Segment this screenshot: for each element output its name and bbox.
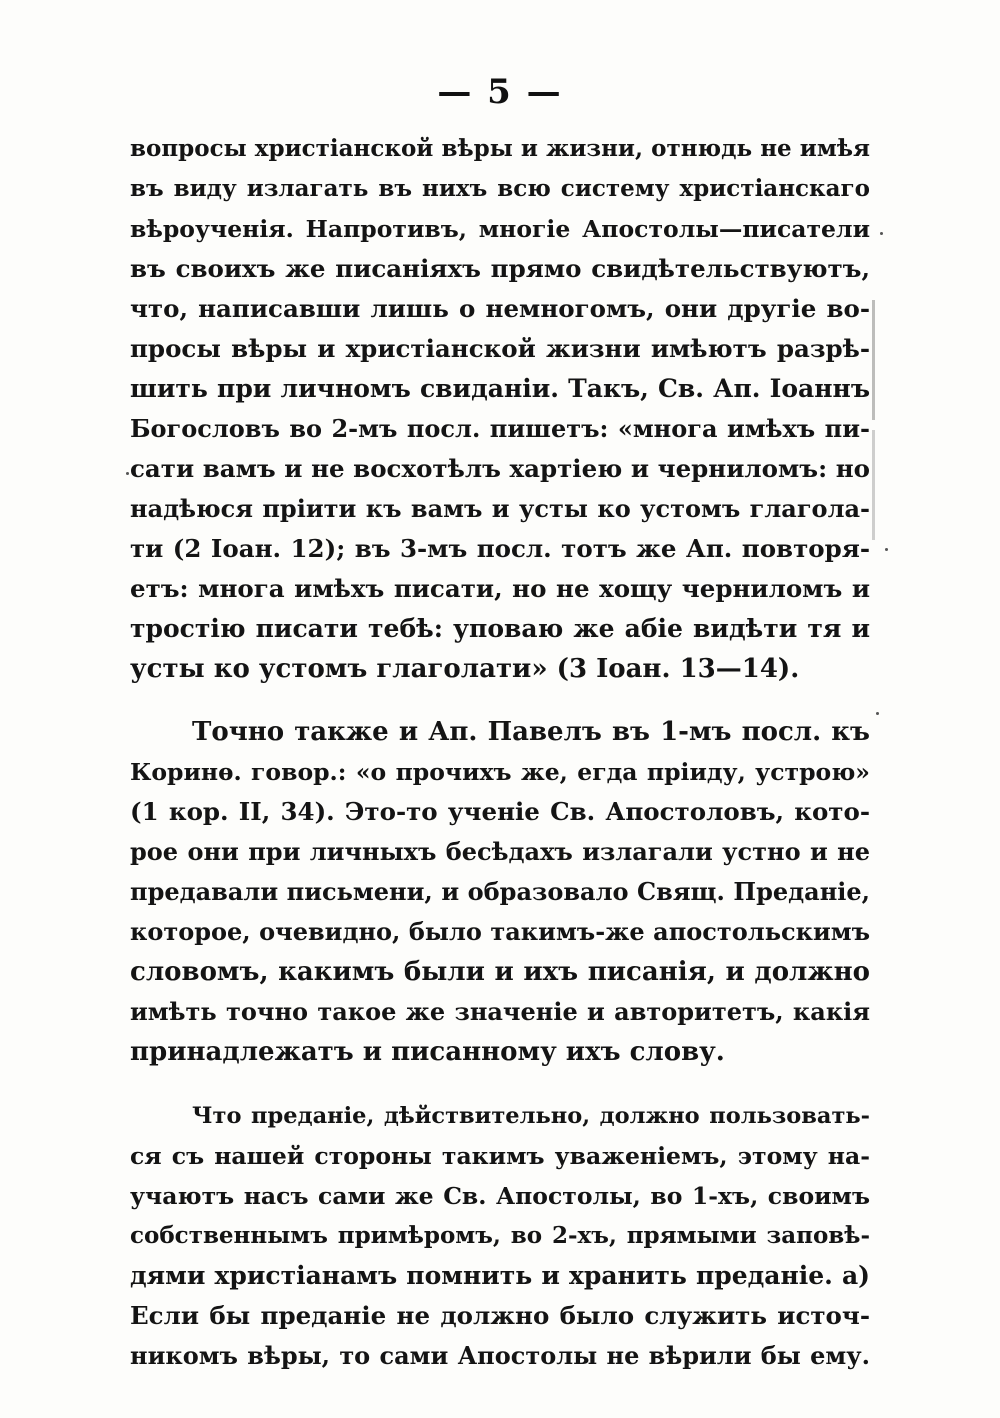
paragraph-1-line: шить при личномъ свиданіи. Такъ, Св. Ап. Іоаннъ [130,374,870,403]
paragraph-3-line: никомъ вѣры, то сами Апостолы не вѣрили бы ему. [130,1341,870,1370]
paragraph-3-line: учаютъ насъ сами же Св. Апостолы, во 1-хъ, своимъ [130,1182,870,1210]
margin-scan-mark [872,300,875,420]
paragraph-1-line: что, написавши лишь о немногомъ, они другіе во- [130,294,870,323]
paragraph-3-line: Что преданіе, дѣйствительно, должно пользовать- [192,1103,870,1129]
page-number: — 5 — [437,72,563,112]
paragraph-1-line: тростію писати тебѣ: уповаю же абіе видѣти тя и [130,614,870,643]
paragraph-1-line: сати вамъ и не восхотѣлъ хартіею и черниломъ: но [130,454,870,483]
print-speck [880,232,883,235]
paragraph-3-line: ся съ нашей стороны такимъ уваженіемъ, этому на- [130,1142,870,1170]
paragraph-2-line: которое, очевидно, было такимъ-же апостольскимъ [130,917,870,946]
margin-scan-mark [872,430,875,540]
paragraph-2-line: предавали письмени, и образовало Свящ. Преданіе, [130,877,870,906]
paragraph-1-line: вопросы христіанской вѣры и жизни, отнюдь не имѣя [130,135,870,162]
paragraph-3-line: собственнымъ примѣромъ, во 2-хъ, прямыми заповѣ- [130,1222,870,1249]
paragraph-3-line: Если бы преданіе не должно было служить источ- [130,1301,870,1330]
paragraph-2-line: рое они при личныхъ бесѣдахъ излагали устно и не [130,837,870,866]
print-speck [885,548,888,551]
paragraph-3-line: дями христіанамъ помнить и хранить преданіе. а) [130,1261,870,1290]
paragraph-1-line: етъ: многа имѣхъ писати, но не хощу черниломъ и [130,574,870,603]
paragraph-1-line: надѣюся пріити къ вамъ и усты ко устомъ глаголa- [130,494,870,523]
paragraph-2-line: (1 кор. ІІ, 34). Это-то ученіе Св. Апостоловъ, кото- [130,797,870,826]
print-speck [126,472,129,475]
paragraph-1-line: въ виду излагать въ нихъ всю систему христіанскаго [130,175,870,202]
paragraph-1-line: вѣроученія. Напротивъ, многіе Апостолы—писатели [130,215,870,243]
paragraph-2-line: имѣть точно такое же значеніе и авторитетъ, какія [130,997,870,1026]
paragraph-2-line: Точно также и Ап. Павелъ въ 1-мъ посл. къ [192,717,870,747]
print-speck [876,712,879,715]
paragraph-1-line: усты ко устомъ глаголати» (3 Іоан. 13—14). [130,654,800,684]
paragraph-1-line: Богословъ во 2-мъ посл. пишетъ: «многа имѣхъ пи- [130,414,870,443]
paragraph-1-line: просы вѣры и христіанской жизни имѣютъ разрѣ- [130,334,870,363]
paragraph-2-line: Коринѳ. говор.: «о прочихъ же, егда пріиду, устрою» [130,758,870,786]
paragraph-2-line: принадлежатъ и писанному ихъ слову. [130,1037,725,1067]
paragraph-1-line: въ своихъ же писаніяхъ прямо свидѣтельствуютъ, [130,254,870,283]
paragraph-2-line: словомъ, какимъ были и ихъ писанія, и должно [130,957,870,987]
paragraph-1-line: ти (2 Іоан. 12); въ 3-мъ посл. тотъ же Ап. повторя- [130,534,870,563]
